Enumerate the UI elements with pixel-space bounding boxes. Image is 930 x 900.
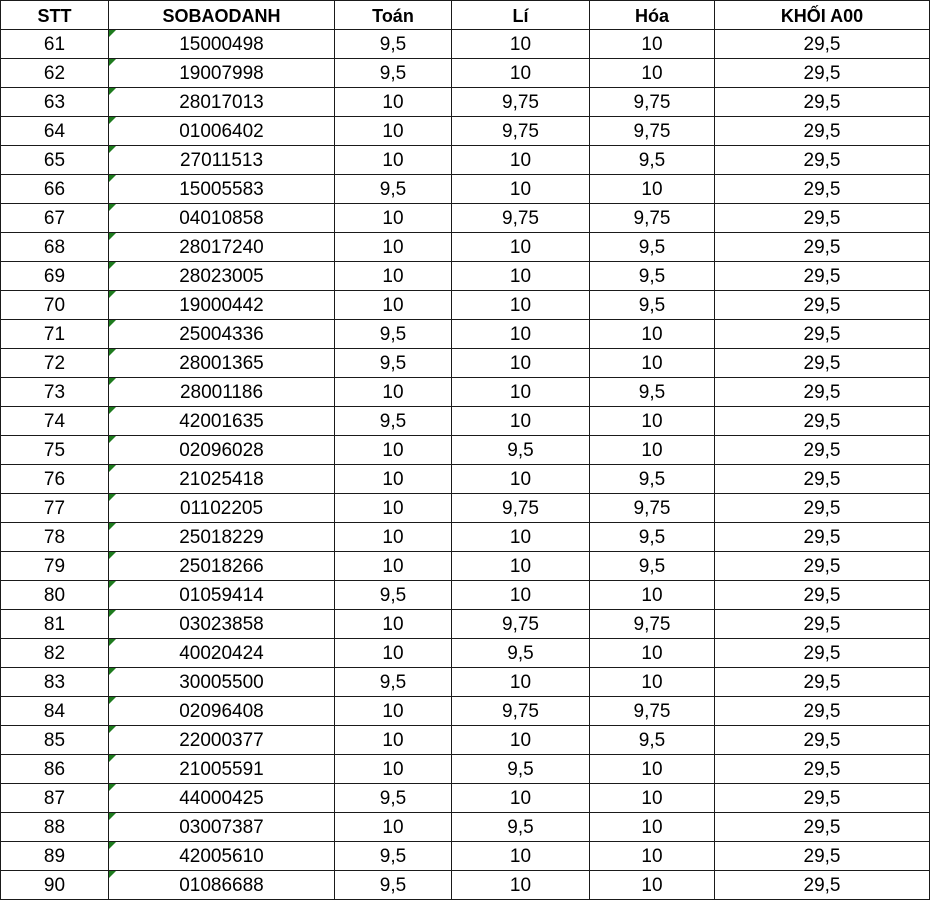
cell-sobaodanh-value: 02096028 [179,440,264,461]
header-hoa[interactable]: Hóa [590,1,715,30]
cell-toan[interactable]: 9,5 [335,842,452,871]
error-indicator-icon[interactable] [109,784,116,791]
cell-li[interactable]: 10 [452,581,590,610]
cell-li[interactable]: 10 [452,523,590,552]
cell-sobaodanh-value: 19007998 [179,63,264,84]
cell-li[interactable]: 9,5 [452,436,590,465]
error-indicator-icon[interactable] [109,813,116,820]
cell-stt[interactable]: 76 [1,465,109,494]
cell-toan[interactable]: 10 [335,494,452,523]
cell-sobaodanh-value: 27011513 [179,150,264,171]
cell-sobaodanh-value: 28001186 [179,382,264,403]
cell-sobaodanh-value: 28017013 [179,92,264,113]
cell-toan[interactable]: 9,5 [335,30,452,59]
cell-stt[interactable]: 85 [1,726,109,755]
error-indicator-icon[interactable] [109,465,116,472]
cell-li[interactable]: 10 [452,349,590,378]
cell-toan[interactable]: 10 [335,465,452,494]
cell-sobaodanh-value: 03007387 [179,817,264,838]
cell-toan[interactable]: 10 [335,552,452,581]
cell-sobaodanh[interactable] [109,407,335,436]
error-indicator-icon[interactable] [109,204,116,211]
cell-stt[interactable]: 73 [1,378,109,407]
cell-sobaodanh[interactable] [109,88,335,117]
error-indicator-icon[interactable] [109,349,116,356]
cell-li[interactable]: 10 [452,175,590,204]
cell-li[interactable]: 9,75 [452,88,590,117]
table-row [1,291,930,320]
cell-hoa[interactable]: 9,5 [590,726,715,755]
cell-li[interactable]: 9,5 [452,639,590,668]
cell-stt[interactable]: 63 [1,88,109,117]
cell-toan[interactable]: 10 [335,726,452,755]
cell-sobaodanh-value: 25004336 [179,324,264,345]
cell-sobaodanh[interactable] [109,697,335,726]
cell-li[interactable]: 9,5 [452,813,590,842]
cell-sobaodanh[interactable] [109,436,335,465]
table-row [1,436,930,465]
cell-hoa[interactable]: 10 [590,784,715,813]
cell-sobaodanh[interactable] [109,668,335,697]
cell-stt[interactable]: 87 [1,784,109,813]
cell-sobaodanh[interactable] [109,581,335,610]
error-indicator-icon[interactable] [109,726,116,733]
error-indicator-icon[interactable] [109,233,116,240]
cell-sobaodanh[interactable] [109,117,335,146]
cell-stt[interactable]: 86 [1,755,109,784]
cell-khoi-a00[interactable]: 29,5 [715,436,930,465]
cell-hoa[interactable]: 10 [590,407,715,436]
cell-hoa[interactable]: 10 [590,349,715,378]
cell-li[interactable]: 10 [452,59,590,88]
cell-hoa[interactable]: 9,5 [590,523,715,552]
table-row [1,59,930,88]
cell-stt[interactable]: 78 [1,523,109,552]
table-row [1,233,930,262]
header-sobaodanh[interactable]: SOBAODANH [109,1,335,30]
cell-li[interactable]: 10 [452,146,590,175]
error-indicator-icon[interactable] [109,436,116,443]
cell-sobaodanh[interactable] [109,639,335,668]
table-row [1,871,930,900]
error-indicator-icon[interactable] [109,581,116,588]
cell-stt[interactable]: 67 [1,204,109,233]
cell-sobaodanh[interactable] [109,871,335,900]
cell-li[interactable]: 9,75 [452,204,590,233]
cell-hoa[interactable]: 9,75 [590,88,715,117]
cell-sobaodanh-value: 01006402 [179,121,264,142]
table-row [1,697,930,726]
cell-khoi-a00[interactable]: 29,5 [715,88,930,117]
cell-hoa[interactable]: 9,75 [590,117,715,146]
cell-toan[interactable]: 9,5 [335,581,452,610]
cell-stt[interactable]: 80 [1,581,109,610]
error-indicator-icon[interactable] [109,639,116,646]
cell-sobaodanh-value: 01059414 [179,585,264,606]
cell-li[interactable]: 9,75 [452,610,590,639]
cell-khoi-a00[interactable]: 29,5 [715,755,930,784]
cell-khoi-a00[interactable]: 29,5 [715,813,930,842]
error-indicator-icon[interactable] [109,755,116,762]
cell-khoi-a00[interactable]: 29,5 [715,146,930,175]
cell-khoi-a00[interactable]: 29,5 [715,233,930,262]
error-indicator-icon[interactable] [109,59,116,66]
table-row [1,494,930,523]
cell-khoi-a00[interactable]: 29,5 [715,610,930,639]
table-row [1,639,930,668]
header-row [1,1,930,30]
cell-hoa[interactable]: 10 [590,813,715,842]
cell-hoa[interactable]: 10 [590,842,715,871]
cell-sobaodanh[interactable] [109,30,335,59]
cell-stt[interactable]: 70 [1,291,109,320]
error-indicator-icon[interactable] [109,668,116,675]
cell-sobaodanh[interactable] [109,755,335,784]
error-indicator-icon[interactable] [109,175,116,182]
cell-khoi-a00[interactable]: 29,5 [715,552,930,581]
cell-li[interactable]: 9,75 [452,117,590,146]
cell-li[interactable]: 10 [452,262,590,291]
cell-sobaodanh-value: 04010858 [179,208,264,229]
table-row [1,30,930,59]
table-row [1,842,930,871]
cell-li[interactable]: 10 [452,842,590,871]
cell-hoa[interactable]: 9,5 [590,262,715,291]
cell-sobaodanh-value: 19000442 [179,295,264,316]
cell-hoa[interactable]: 10 [590,30,715,59]
cell-stt[interactable]: 81 [1,610,109,639]
cell-sobaodanh[interactable] [109,494,335,523]
cell-sobaodanh-value: 42005610 [179,846,264,867]
cell-stt[interactable]: 69 [1,262,109,291]
table-row [1,117,930,146]
error-indicator-icon[interactable] [109,871,116,878]
error-indicator-icon[interactable] [109,291,116,298]
cell-sobaodanh[interactable] [109,842,335,871]
error-indicator-icon[interactable] [109,407,116,414]
table-row [1,204,930,233]
cell-li[interactable]: 10 [452,552,590,581]
table-row [1,726,930,755]
cell-toan[interactable]: 10 [335,262,452,291]
cell-khoi-a00[interactable]: 29,5 [715,175,930,204]
cell-sobaodanh[interactable] [109,726,335,755]
cell-sobaodanh-value: 02096408 [179,701,264,722]
cell-li[interactable]: 10 [452,784,590,813]
cell-hoa[interactable]: 9,75 [590,494,715,523]
error-indicator-icon[interactable] [109,552,116,559]
table-row [1,668,930,697]
table-row [1,262,930,291]
cell-khoi-a00[interactable]: 29,5 [715,378,930,407]
cell-toan[interactable]: 9,5 [335,349,452,378]
cell-hoa[interactable]: 9,75 [590,610,715,639]
table-row [1,755,930,784]
cell-khoi-a00[interactable]: 29,5 [715,291,930,320]
cell-li[interactable]: 10 [452,233,590,262]
cell-hoa[interactable]: 10 [590,320,715,349]
cell-khoi-a00[interactable]: 29,5 [715,842,930,871]
cell-sobaodanh-value: 21005591 [179,759,264,780]
cell-stt[interactable]: 79 [1,552,109,581]
cell-stt[interactable]: 75 [1,436,109,465]
cell-sobaodanh-value: 25018229 [179,527,264,548]
cell-toan[interactable]: 10 [335,291,452,320]
table-row [1,88,930,117]
cell-sobaodanh-value: 22000377 [179,730,264,751]
cell-sobaodanh[interactable] [109,320,335,349]
cell-toan[interactable]: 10 [335,436,452,465]
cell-khoi-a00[interactable]: 29,5 [715,726,930,755]
cell-sobaodanh[interactable] [109,784,335,813]
cell-toan[interactable]: 10 [335,378,452,407]
header-toan[interactable]: Toán [335,1,452,30]
header-stt[interactable]: STT [1,1,109,30]
cell-toan[interactable]: 9,5 [335,175,452,204]
table-row [1,465,930,494]
cell-hoa[interactable]: 10 [590,175,715,204]
cell-li[interactable]: 9,5 [452,755,590,784]
cell-khoi-a00[interactable]: 29,5 [715,262,930,291]
cell-khoi-a00[interactable]: 29,5 [715,784,930,813]
table-row [1,175,930,204]
cell-hoa[interactable]: 10 [590,755,715,784]
cell-sobaodanh[interactable] [109,59,335,88]
cell-hoa[interactable]: 10 [590,639,715,668]
cell-hoa[interactable]: 10 [590,436,715,465]
cell-li[interactable]: 10 [452,378,590,407]
cell-sobaodanh[interactable] [109,349,335,378]
cell-li[interactable]: 10 [452,30,590,59]
cell-li[interactable]: 9,75 [452,494,590,523]
cell-sobaodanh-value: 03023858 [179,614,264,635]
cell-toan[interactable]: 10 [335,204,452,233]
cell-sobaodanh-value: 15005583 [179,179,264,200]
cell-toan[interactable]: 9,5 [335,668,452,697]
cell-khoi-a00[interactable]: 29,5 [715,494,930,523]
error-indicator-icon[interactable] [109,523,116,530]
cell-sobaodanh-value: 01102205 [179,498,264,519]
cell-sobaodanh[interactable] [109,204,335,233]
cell-toan[interactable]: 9,5 [335,784,452,813]
table-body [1,30,930,900]
table-row [1,407,930,436]
cell-sobaodanh-value: 42001635 [179,411,264,432]
cell-li[interactable]: 10 [452,726,590,755]
cell-stt[interactable]: 83 [1,668,109,697]
cell-hoa[interactable]: 9,5 [590,378,715,407]
table-row [1,813,930,842]
cell-toan[interactable]: 9,5 [335,871,452,900]
cell-stt[interactable]: 89 [1,842,109,871]
cell-sobaodanh-value: 28001365 [179,353,264,374]
cell-hoa[interactable]: 9,5 [590,146,715,175]
table-row [1,349,930,378]
cell-sobaodanh-value: 15000498 [179,34,264,55]
cell-li[interactable]: 10 [452,407,590,436]
cell-stt[interactable]: 77 [1,494,109,523]
cell-khoi-a00[interactable]: 29,5 [715,523,930,552]
cell-stt[interactable]: 84 [1,697,109,726]
cell-li[interactable]: 10 [452,871,590,900]
cell-sobaodanh[interactable] [109,523,335,552]
cell-li[interactable]: 9,75 [452,697,590,726]
error-indicator-icon[interactable] [109,378,116,385]
cell-sobaodanh[interactable] [109,291,335,320]
cell-sobaodanh[interactable] [109,552,335,581]
cell-stt[interactable]: 62 [1,59,109,88]
cell-sobaodanh[interactable] [109,175,335,204]
table-row [1,146,930,175]
cell-stt[interactable]: 88 [1,813,109,842]
cell-hoa[interactable]: 9,5 [590,291,715,320]
cell-stt[interactable]: 61 [1,30,109,59]
cell-toan[interactable]: 10 [335,523,452,552]
cell-hoa[interactable]: 10 [590,668,715,697]
cell-hoa[interactable]: 10 [590,871,715,900]
cell-hoa[interactable]: 9,5 [590,465,715,494]
cell-hoa[interactable]: 9,75 [590,697,715,726]
cell-sobaodanh-value: 28023005 [179,266,264,287]
cell-sobaodanh[interactable] [109,465,335,494]
cell-li[interactable]: 10 [452,291,590,320]
table-row [1,523,930,552]
cell-sobaodanh[interactable] [109,233,335,262]
error-indicator-icon[interactable] [109,262,116,269]
cell-toan[interactable]: 10 [335,755,452,784]
cell-stt[interactable]: 74 [1,407,109,436]
cell-hoa[interactable]: 10 [590,581,715,610]
error-indicator-icon[interactable] [109,697,116,704]
header-li[interactable]: Lí [452,1,590,30]
cell-li[interactable]: 10 [452,668,590,697]
cell-li[interactable]: 10 [452,465,590,494]
error-indicator-icon[interactable] [109,117,116,124]
error-indicator-icon[interactable] [109,88,116,95]
cell-stt[interactable]: 66 [1,175,109,204]
table-row [1,320,930,349]
cell-sobaodanh[interactable] [109,146,335,175]
cell-khoi-a00[interactable]: 29,5 [715,59,930,88]
cell-stt[interactable]: 90 [1,871,109,900]
cell-stt[interactable]: 72 [1,349,109,378]
cell-khoi-a00[interactable]: 29,5 [715,204,930,233]
cell-toan[interactable]: 10 [335,146,452,175]
cell-sobaodanh-value: 25018266 [179,556,264,577]
table-row [1,610,930,639]
cell-stt[interactable]: 71 [1,320,109,349]
cell-toan[interactable]: 9,5 [335,407,452,436]
error-indicator-icon[interactable] [109,610,116,617]
cell-sobaodanh[interactable] [109,813,335,842]
cell-khoi-a00[interactable]: 29,5 [715,465,930,494]
cell-toan[interactable]: 9,5 [335,320,452,349]
cell-toan[interactable]: 10 [335,88,452,117]
cell-khoi-a00[interactable]: 29,5 [715,407,930,436]
table-row [1,378,930,407]
cell-hoa[interactable]: 10 [590,59,715,88]
error-indicator-icon[interactable] [109,494,116,501]
cell-sobaodanh-value: 44000425 [179,788,264,809]
table-row [1,581,930,610]
cell-stt[interactable]: 64 [1,117,109,146]
cell-sobaodanh-value: 40020424 [179,643,264,664]
cell-sobaodanh-value: 28017240 [179,237,264,258]
error-indicator-icon[interactable] [109,30,116,37]
cell-khoi-a00[interactable]: 29,5 [715,349,930,378]
error-indicator-icon[interactable] [109,146,116,153]
cell-khoi-a00[interactable]: 29,5 [715,581,930,610]
cell-toan[interactable]: 10 [335,610,452,639]
cell-sobaodanh-value: 01086688 [179,875,264,896]
cell-stt[interactable]: 82 [1,639,109,668]
cell-hoa[interactable]: 9,75 [590,204,715,233]
cell-khoi-a00[interactable]: 29,5 [715,668,930,697]
cell-sobaodanh[interactable] [109,378,335,407]
table-row [1,552,930,581]
cell-hoa[interactable]: 9,5 [590,233,715,262]
error-indicator-icon[interactable] [109,320,116,327]
header-khoi-a00[interactable]: KHỐI A00 [715,1,930,30]
table-row [1,784,930,813]
cell-toan[interactable]: 10 [335,117,452,146]
cell-toan[interactable]: 9,5 [335,59,452,88]
cell-sobaodanh[interactable] [109,610,335,639]
cell-khoi-a00[interactable]: 29,5 [715,697,930,726]
cell-toan[interactable]: 10 [335,233,452,262]
cell-khoi-a00[interactable]: 29,5 [715,117,930,146]
cell-khoi-a00[interactable]: 29,5 [715,320,930,349]
error-indicator-icon[interactable] [109,842,116,849]
cell-toan[interactable]: 10 [335,697,452,726]
cell-khoi-a00[interactable]: 29,5 [715,639,930,668]
cell-li[interactable]: 10 [452,320,590,349]
cell-hoa[interactable]: 9,5 [590,552,715,581]
cell-stt[interactable]: 65 [1,146,109,175]
cell-sobaodanh-value: 21025418 [179,469,264,490]
cell-khoi-a00[interactable]: 29,5 [715,871,930,900]
cell-khoi-a00[interactable]: 29,5 [715,30,930,59]
cell-toan[interactable]: 10 [335,813,452,842]
cell-stt[interactable]: 68 [1,233,109,262]
cell-sobaodanh-value: 30005500 [179,672,264,693]
cell-toan[interactable]: 10 [335,639,452,668]
cell-sobaodanh[interactable] [109,262,335,291]
